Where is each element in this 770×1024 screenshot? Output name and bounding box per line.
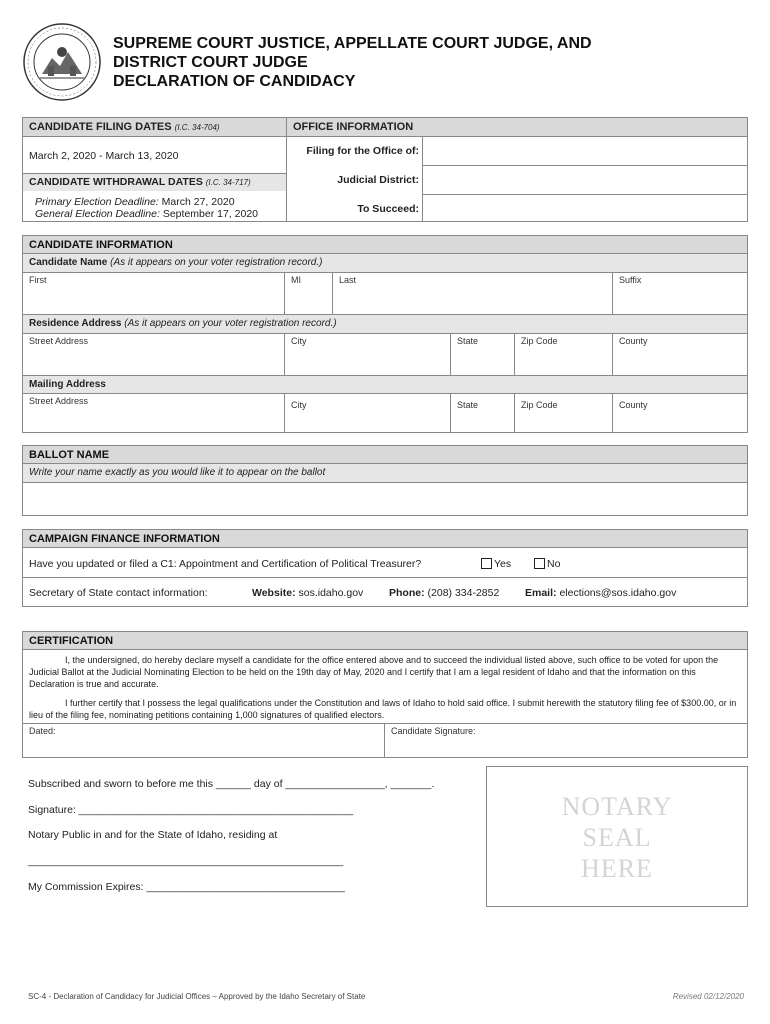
candidate-signature-label: Candidate Signature: xyxy=(391,726,476,736)
filing-for-label: Filing for the Office of: xyxy=(306,145,419,157)
residence-city-label: City xyxy=(291,336,307,346)
notary-commission-line[interactable]: My Commission Expires: __________________________________ xyxy=(28,881,345,893)
candidate-name-note: (As it appears on your voter registration record.) xyxy=(110,257,323,268)
mailing-street-label: Street Address xyxy=(29,396,89,406)
certification-section xyxy=(22,631,748,758)
seal-line-1: NOTARY xyxy=(561,792,673,821)
primary-deadline xyxy=(35,196,235,208)
sos-phone xyxy=(389,587,499,599)
yes-label: Yes xyxy=(494,558,512,570)
notary-residence-line[interactable]: ______________________________________________________ xyxy=(28,855,344,867)
filing-dates-value: March 2, 2020 - March 13, 2020 xyxy=(29,150,179,162)
first-name-field[interactable] xyxy=(23,273,284,314)
form-title xyxy=(113,34,592,91)
mailing-county-label: County xyxy=(619,400,648,410)
email-label: Email: xyxy=(525,587,557,599)
c1-yes-option[interactable] xyxy=(481,558,511,570)
residence-state-label: State xyxy=(457,336,479,346)
title-line-2: DISTRICT COURT JUDGE xyxy=(113,54,308,71)
mailing-city-field[interactable] xyxy=(285,398,450,433)
dated-label: Dated: xyxy=(29,726,56,736)
residence-zip-label: Zip Code xyxy=(521,336,558,346)
middle-initial-field[interactable] xyxy=(285,273,332,314)
filing-for-field[interactable] xyxy=(423,137,747,165)
middle-initial-label: MI xyxy=(291,275,301,285)
mailing-county-field[interactable] xyxy=(613,398,747,433)
residence-county-field[interactable] xyxy=(613,334,747,375)
no-label: No xyxy=(547,558,561,570)
residence-state-field[interactable] xyxy=(451,334,514,375)
candidate-info-section xyxy=(22,235,748,433)
residence-zip-field[interactable] xyxy=(515,334,612,375)
mailing-state-label: State xyxy=(457,400,479,410)
website-value: sos.idaho.gov xyxy=(298,587,364,599)
ballot-name-header: BALLOT NAME xyxy=(23,446,747,464)
first-name-label: First xyxy=(29,275,47,285)
title-line-1: SUPREME COURT JUSTICE, APPELLATE COURT JUDGE, AND xyxy=(113,35,592,52)
mailing-street-field[interactable] xyxy=(23,394,284,433)
mailing-city-label: City xyxy=(291,400,307,410)
residence-county-label: County xyxy=(619,336,648,346)
c1-no-option[interactable] xyxy=(534,558,560,570)
mailing-address-subheader xyxy=(23,376,747,394)
seal-line-3: HERE xyxy=(581,854,653,883)
campaign-finance-header: CAMPAIGN FINANCE INFORMATION xyxy=(23,530,747,548)
ballot-name-field[interactable] xyxy=(23,483,747,515)
seal-line-2: SEAL xyxy=(582,823,652,852)
notary-seal-watermark xyxy=(487,791,747,884)
residence-address-label: Residence Address xyxy=(29,318,122,329)
ballot-name-section xyxy=(22,445,748,516)
withdrawal-header xyxy=(23,174,286,191)
notary-seal-box xyxy=(486,766,748,907)
title-line-3: DECLARATION OF CANDIDACY xyxy=(113,73,356,90)
candidate-info-header: CANDIDATE INFORMATION xyxy=(23,236,747,254)
suffix-field[interactable] xyxy=(613,273,747,314)
sos-contact-label: Secretary of State contact information: xyxy=(29,587,208,599)
phone-label: Phone: xyxy=(389,587,425,599)
notary-subscribed-line[interactable]: Subscribed and sworn to before me this ______ day of _________________, _______. xyxy=(28,778,435,790)
email-value: elections@sos.idaho.gov xyxy=(559,587,677,599)
mailing-zip-field[interactable] xyxy=(515,398,612,433)
primary-deadline-value: March 27, 2020 xyxy=(161,196,235,208)
residence-street-label: Street Address xyxy=(29,336,89,346)
notary-signature-line[interactable]: Signature: _______________________________________________ xyxy=(28,804,354,816)
withdrawal-label: CANDIDATE WITHDRAWAL DATES xyxy=(29,176,203,188)
candidate-signature-field[interactable] xyxy=(385,724,747,758)
certification-header: CERTIFICATION xyxy=(23,632,747,650)
footer-revised: Revised 02/12/2020 xyxy=(672,992,744,1001)
mailing-zip-label: Zip Code xyxy=(521,400,558,410)
office-info-header: OFFICE INFORMATION xyxy=(287,118,747,136)
primary-deadline-label: Primary Election Deadline: xyxy=(35,196,159,208)
filing-dates-label: CANDIDATE FILING DATES xyxy=(29,121,172,133)
sos-website xyxy=(252,587,363,599)
last-name-label: Last xyxy=(339,275,357,285)
notary-public-label: Notary Public in and for the State of Idaho, residing at xyxy=(28,829,278,841)
ballot-name-instruction: Write your name exactly as you would like it to appear on the ballot xyxy=(23,464,747,482)
yes-checkbox[interactable] xyxy=(481,558,492,569)
suffix-label: Suffix xyxy=(619,275,642,285)
withdrawal-ref: (I.C. 34-717) xyxy=(205,178,251,187)
filing-dates-ref: (I.C. 34-704) xyxy=(174,123,220,132)
judicial-district-label: Judicial District: xyxy=(337,174,419,186)
general-deadline-value: September 17, 2020 xyxy=(162,208,258,220)
filing-office-section xyxy=(22,117,748,222)
general-deadline xyxy=(35,208,258,220)
certification-paragraph-1: I, the undersigned, do hereby declare myself a candidate for the office entered above and to succeed the individual listed above, such office to be voted for upon the Judicial Ballot at the Judicial Nominating Election to be held on the 19th day of May, 2020 and I certify that I am a legal resident of Idaho and that the information on this Declaration is true and accurate. xyxy=(29,655,719,689)
mailing-address-label: Mailing Address xyxy=(29,379,106,390)
residence-street-field[interactable] xyxy=(23,334,284,375)
residence-address-subheader xyxy=(23,315,747,333)
certification-paragraph-2: I further certify that I possess the legal qualifications under the Constitution and laws of Idaho to hold said office. I submit herewith the statutory filing fee of $300.00, or in lieu of the filing fee, nominating petitions containing 1,000 signatures of qualified electors. xyxy=(29,698,737,720)
to-succeed-field[interactable] xyxy=(423,195,747,222)
candidate-name-subheader xyxy=(23,254,747,272)
sos-email xyxy=(525,587,676,599)
judicial-district-field[interactable] xyxy=(423,166,747,194)
candidate-name-label: Candidate Name xyxy=(29,257,108,268)
footer-form-id: SC-4 - Declaration of Candidacy for Judicial Offices – Approved by the Idaho Secretary of State xyxy=(28,992,366,1001)
c1-question: Have you updated or filed a C1: Appointment and Certification of Political Treasurer? xyxy=(29,558,422,570)
no-checkbox[interactable] xyxy=(534,558,545,569)
website-label: Website: xyxy=(252,587,296,599)
last-name-field[interactable] xyxy=(333,273,612,314)
residence-address-note: (As it appears on your voter registration record.) xyxy=(124,318,337,329)
mailing-state-field[interactable] xyxy=(451,398,514,433)
dated-field[interactable] xyxy=(23,724,384,758)
phone-value: (208) 334-2852 xyxy=(427,587,500,599)
campaign-finance-section xyxy=(22,529,748,607)
to-succeed-label: To Succeed: xyxy=(357,203,419,215)
residence-city-field[interactable] xyxy=(285,334,450,375)
filing-dates-header xyxy=(23,118,286,136)
general-deadline-label: General Election Deadline: xyxy=(35,208,160,220)
state-seal-logo xyxy=(22,22,102,102)
